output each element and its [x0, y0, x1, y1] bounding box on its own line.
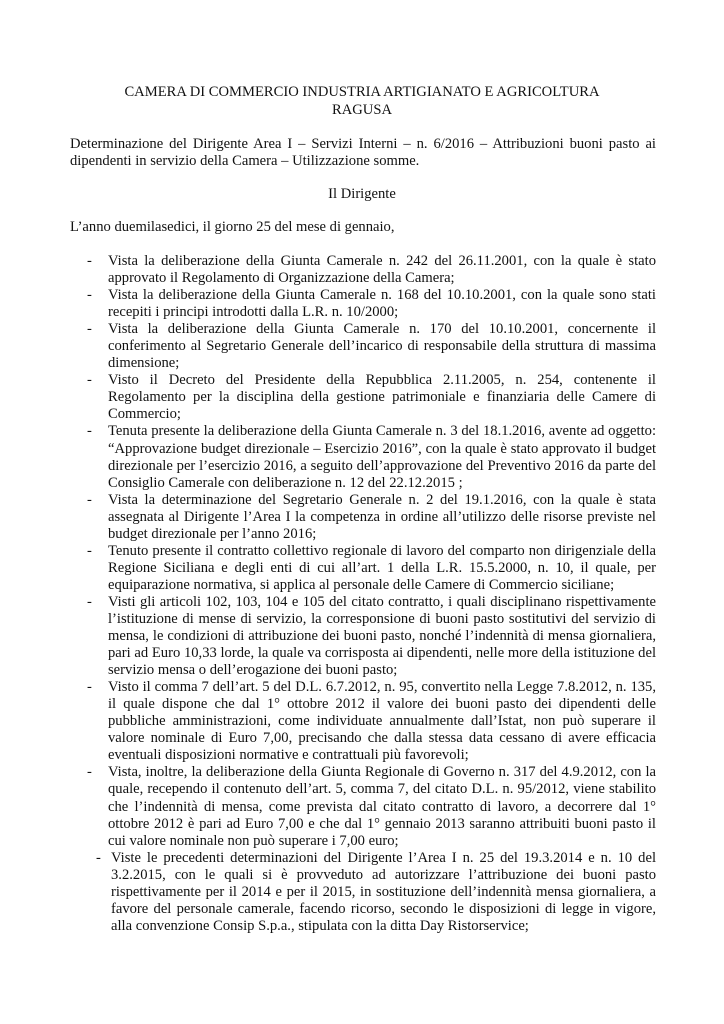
list-item-text: Vista la deliberazione della Giunta Camerale n. 242 del 26.11.2001, con la quale è stato approvato il Regolamento di Organizzazione della Camera; [108, 253, 656, 287]
bullet-dash: - [87, 287, 92, 304]
list-item [70, 679, 656, 764]
list-item [70, 850, 656, 935]
list-item [70, 423, 656, 491]
bullet-dash: - [87, 679, 92, 696]
list-item-text: Visto il comma 7 dell’art. 5 del D.L. 6.7.2012, n. 95, convertito nella Legge 7.8.2012, n. 135, il quale dispone che dal 1° ottobre 2012 il valore dei buoni pasto dei dipendenti delle pubbliche amministrazioni, come individuate annualmente dall’Istat, non può superare il valore nominale di Euro 7,00, precisando che dalla stessa data cessano di avere efficacia eventuali disposizioni normative e contrattuali più favorevoli; [108, 679, 656, 764]
bullet-dash: - [87, 253, 92, 269]
list-item-text: Tenuta presente la deliberazione della Giunta Camerale n. 3 del 18.1.2016, avente ad oggetto: “Approvazione budget direzionale – Esercizio 2016”, con la quale è stato approvato il budget direzionale per l’esercizio 2016, a seguito dell’approvazione del Preventivo 2016 da parte del Consiglio Camerale con deliberazione n. 12 del 22.12.2015 ; [108, 423, 656, 491]
list-item [70, 543, 656, 594]
list-item-text: Vista la deliberazione della Giunta Camerale n. 170 del 10.10.2001, concernente il conferimento al Segretario Generale dell’incarico di responsabile della struttura di massima dimensione; [108, 321, 656, 372]
list-item-text: Visto il Decreto del Presidente della Repubblica 2.11.2005, n. 254, contenente il Regolamento per la disciplina della gestione patrimoniale e finanziaria delle Camere di Commercio; [108, 372, 656, 423]
list-item-text: Visti gli articoli 102, 103, 104 e 105 del citato contratto, i quali disciplinano rispettivamente l’istituzione di mense di servizio, la corresponsione di buoni pasto sostitutivi del servizio di mensa, le condizioni di attribuzione dei buoni pasto, nonché l’indennità di mensa giornaliera, pari ad Euro 10,33 lorde, la quale va corrisposta ai dipendenti, nelle more della istituzione del servizio mensa o dell’erogazione dei buoni pasto; [108, 593, 656, 679]
section-heading: Il Dirigente [328, 186, 396, 202]
list-item [70, 253, 656, 287]
determination-subject [70, 136, 656, 171]
list-item [70, 492, 656, 543]
list-item-text: Vista la determinazione del Segretario Generale n. 2 del 19.1.2016, con la quale è stata assegnata al Dirigente l’Area I la competenza in ordine all’utilizzo delle risorse previste nel budget direzionale per l’anno 2016; [108, 491, 656, 542]
premises-list [70, 253, 656, 935]
list-item-text: Tenuto presente il contratto collettivo regionale di lavoro del comparto non dirigenziale della Regione Siciliana e degli enti di cui all’art. 1 della L.R. 15.5.2000, n. 10, il quale, per equiparazione normativa, si applica al personale delle Camere di Commercio siciliane; [108, 542, 656, 593]
list-item [70, 764, 656, 849]
bullet-dash: - [87, 423, 92, 440]
list-item-text: Vista la deliberazione della Giunta Camerale n. 168 del 10.10.2001, con la quale sono stati recepiti i principi introdotti dalla L.R. n. 10/2000; [108, 287, 656, 321]
bullet-dash: - [87, 491, 92, 508]
intro-paragraph: L’anno duemilasedici, il giorno 25 del mese di gennaio, [70, 219, 395, 235]
list-item [70, 287, 656, 321]
bullet-dash: - [87, 321, 92, 338]
bullet-dash: - [96, 849, 101, 866]
list-item [70, 372, 656, 423]
subject-line-1: Determinazione del Dirigente Area I – Servizi Interni – n. 6/2016 – Attribuzioni buoni pasto ai [70, 136, 656, 152]
institution-city: RAGUSA [331, 102, 392, 118]
bullet-dash: - [87, 542, 92, 559]
bullet-dash: - [87, 593, 92, 610]
list-item [70, 321, 656, 372]
bullet-dash: - [87, 372, 92, 389]
bullet-dash: - [87, 764, 92, 781]
subject-line-2: dipendenti in servizio della Camera – Utilizzazione somme. [70, 153, 420, 170]
list-item [70, 594, 656, 679]
list-item-text: Vista, inoltre, la deliberazione della Giunta Regionale di Governo n. 317 del 4.9.2012, con la quale, recependo il contenuto dell’art. 5, comma 7, del citato D.L. n. 95/2012, viene stabilito che l’indennità di mensa, come prevista dal citato contratto di lavoro, a decorrere dal 1° ottobre 2012 è pari ad Euro 7,00 e che dal 1° gennaio 2013 saranno attribuiti buoni pasto il cui valore nominale non può superare i 7,00 euro; [108, 764, 656, 849]
institution-name: CAMERA DI COMMERCIO INDUSTRIA ARTIGIANATO E AGRICOLTURA [124, 84, 600, 100]
list-item-text: Viste le precedenti determinazioni del Dirigente l’Area I n. 25 del 19.3.2014 e n. 10 del 3.2.2015, con le quali si è provveduto ad autorizzare l’attribuzione dei buoni pasto rispettivamente per il 2014 e per il 2015, in sostituzione dell’indennità mensa giornaliera, a favore del personale camerale, facendo ricorso, secondo le disposizioni di legge in vigore, alla convenzione Consip S.p.a., stipulata con la ditta Day Ristorservice; [111, 849, 656, 934]
